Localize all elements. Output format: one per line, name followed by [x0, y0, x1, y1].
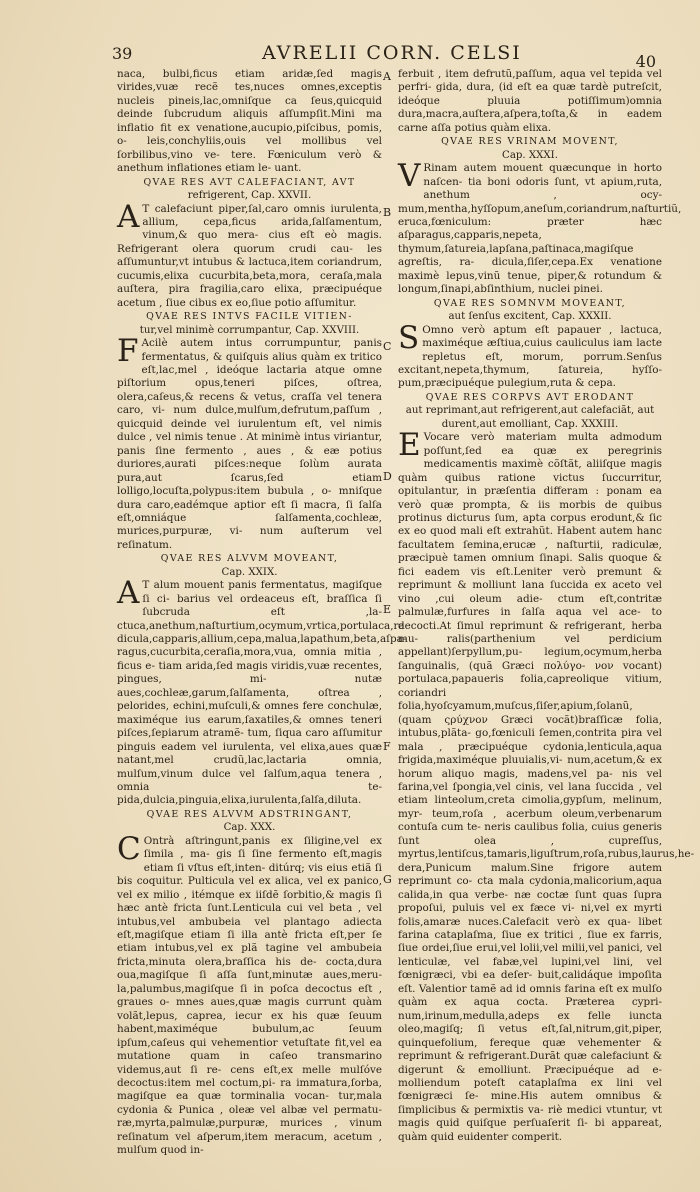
- chapter-33-text: Vocare verò materiam multa admodum poſſunt,ſed ea quæ ex peregrinis medicamentis maximè cõſtãt, aliiſque magis quàm quibus ratione victus ſuccurritur, opitulantur, in præſentia differam : ponam ea verò quæ prompta, & iis morbis de quibus protinus dicturus ſum, apta corpus erodunt,& ſic ex eo quod mali eſt extrahũt. Habent autem hanc facultatem ſemina,erucæ , naſturtii, radiculæ, præcipuè tamen omnium ſinapi. Salis quoque & fici eadem vis eſt.Leniter verò premunt & reprimunt & molliunt lana ſuccida ex aceto vel vino ,cui oleum adie- ctum eſt,contritæ palmulæ,furfures in ſalſa aqua vel ace- to decocti.At ſimul reprimunt & refrigerant, herba mu- ralis(parthenium vel perdicium appellant)ſerpyllum,pu- legium,ocymum,herba ſanguinalis, (quã Græci πολύγο- νον vocant) portulaca,papaueris folia,capreolique vitium, coriandri folia,hyoſcyamum,muſcus,ſiſer,apium,ſolanũ, (quam ςρύχνον Græci vocãt)braſſicæ folia, intubus,plãta- go,fœniculi ſemen,contrita pira vel mala , præcipuéque cydonia,lenticula,aqua frigida,maximéque pluuialis,vi- num,acetum,& ex horum aliquo magis, madens,vel pa- nis vel farina,vel ſpongia,vel cinis, vel lana ſuccida , vel etiam linteolum,creta cimolia,gypſum, melinum, myr- teum,roſa , acerbum oleum,verbenarum contuſa cum te- neris caulibus folia, cuius generis ſunt olea , cupreſſus, myrtus,lentiſcus,tamaris,liguſtrum,roſa,rubus,laurus,he- dera,Punicum malum.Sine frigore autem reprimunt co- cta mala cydonia,malicorium,aqua calida,in qua verbe- næ coctæ ſunt quas ſupra propoſui, puluis vel ex fæce vi- ni,vel ex myrti folis,amaræ nuces.Calefacit verò ex qua- libet farina cataplaſma, ſiue ex tritici , ſiue ex farris, ſiue ordei,ſiue erui,vel lolii,vel milii,vel panici, vel lenticulæ, vel fabæ,vel lupini,vel lini, vel fœnigræci, vbi ea deſer- buit,calidáque impoſita eſt. Valentior tamẽ ad id omnis farina eſt ex mulſo quàm ex aqua cocta. Præterea cypri- num,irinum,medulla,adeps ex felle iuncta oleo,magiſq; ſi vetus eſt,ſal,nitrum,git,piper, quinquefolium, fereque quæ vehementer & reprimunt & refrigerant.Durãt quæ calefaciunt & digerunt & emolliunt. Præcipuéque ad e- molliendum poteſt cataplaſma ex lini vel fœnigræci ſe- mine.His autem omnibus & ſimplicibus & permixtis va- riè medici vtuntur, vt magis quid quiſque perſuaſerit ſi- bi appareat, quàm quid euidenter comperit.: [398, 431, 695, 1143]
- chapter-33-body: [398, 427, 695, 1144]
- chapter-33-dropcap: E: [398, 427, 421, 464]
- margin-letter-e: E: [383, 603, 392, 616]
- chapter-27-dropcap: A: [117, 198, 140, 235]
- chapter-27-heading: QVAE RES AVT CALEFACIANT, AVT: [143, 176, 356, 188]
- chapter-31-body: [398, 158, 682, 297]
- chapter-31-caption: Cap. XXXI.: [502, 149, 558, 161]
- chapter-27-caption: refrigerent, Cap. XXVII.: [187, 190, 312, 202]
- margin-letter-c: C: [383, 340, 392, 353]
- chapter-32-caption: aut ſenſus excitent, Cap. XXXII.: [448, 311, 612, 323]
- chapter-30-text: Ontrà aſtringunt,panis ex ſiligine,vel ex ſimila , ma- gis ſi ſine fermento eſt,magis etiam ſi vſtus eſt,inten- ditúrq; vis eius etiã ſi bis coquitur. Pulticula vel ex alica, vel ex panico, vel ex milio , itémque ex iiſdẽ ſorbitio,& magis ſi hæc antè fricta ſunt.Lenticula cui vel beta , vel intubus,vel ambubeia vel plantago adiecta eſt,magiſque etiam ſi illa antè fricta eſt,per ſe etiam intubus,vel ex plã tagine vel ambubeia fricta,minuta olera,braſſica his de- cocta,dura oua,magiſque ſi aſſa ſunt,minutæ aues,meru- la,palumbus,magiſque ſi in poſca decoctus eſt , graues o- mnes aues,quæ magis currunt quàm volãt,lepus, caprea, iecur ex his quæ ſeuum habent,maximéque bubulum,ac ſeuum ipſum,caſeus qui vehementior vetuſtate fit,vel ea mutatione quam in caſeo transmarino videmus,aut ſi re- cens eſt,ex melle mulſóve decoctus:item mel coctum,pi- ra immatura,ſorba, magiſque ea quæ torminalia vocan- tur,mala cydonia & Punica , oleæ vel albæ vel permatu- ræ,myrta,palmulæ,purpuræ, murices , vinum reſinatum vel aſperum,item meracum, acetum , mulſum quod in-: [117, 834, 382, 1157]
- chapter-32-dropcap: S: [398, 319, 420, 356]
- continuation-paragraph: ferbuit , item defrutũ,paſſum, aqua vel tepida vel perfri- gida, dura, (id eſt ea quæ tardè putreſcit, ideóque pluuia potiſſimum)omnia dura,macra,auſtera,aſpera,toſta,& in eadem carne aſſa potius quàm elixa.: [398, 68, 662, 134]
- chapter-28-text: Acilè autem intus corrumpuntur, panis fermentatus, & quiſquis alius quàm ex tritico eſt,lac,mel , ideóque lactaria atque omne piſtorium opus,teneri piſces, oſtrea, olera,caſeus,& recens & vetus, craſſa vel tenera caro, vi- num dulce,mulſum,defrutum,paſſum , quicquid deinde vel iurulentum eſt, vel nimis dulce , vel nimis tenue . At minimè intus viriantur, panis ſine fermento , aues , & eæ potius duriores,aurati piſces:neque ſolùm aurata pura,aut ſcarus,ſed etiam lolligo,locuſta,polypus:item bubula , o- mniſque dura caro,eadémque aptior eſt ſi macra, ſi ſalſa eſt,omniáque ſalſamenta,cochleæ, murices,purpuræ, vi- num auſterum vel reſinatum.: [117, 337, 382, 551]
- running-header: [112, 42, 656, 71]
- chapter-29-dropcap: A: [117, 575, 140, 612]
- chapter-30-caption: Cap. XXX.: [223, 822, 276, 834]
- chapter-30-body: [117, 830, 382, 1158]
- margin-letter-d: D: [383, 470, 392, 483]
- chapter-32-text: Omno verò aptum eſt papauer , lactuca, maximéque æſtiua,cuius cauliculus iam lacte repletus eſt, morum, porrum.Senſus excitant,nepeta,thymum, ſatureia, hyſſo- pum,præcipuéque pulegium,ruta & cepa.: [398, 323, 662, 390]
- chapter-33-heading: QVAE RES CORPVS AVT ERODANT: [425, 391, 635, 403]
- chapter-32-heading: QVAE RES SOMNVM MOVEANT,: [433, 297, 627, 309]
- margin-letter-b: B: [383, 206, 392, 219]
- intro-paragraph: naca, bulbi,ficus etiam aridæ,ſed magis virides,vuæ recẽ tes,nuces omnes,exceptis nucleis pineis,lac,omniſque ca ſeus,quicquid deinde ſubcrudum aliquis aſſumpſit.Mini ma inflatio fit ex venatione,aucupio,piſcibus, pomis, o- leis,conchyliis,ouis vel mollibus vel ſorbilibus,vino ve- tere. Fœniculum verò & anethum inflationes etiam le- uant.: [117, 68, 382, 175]
- chapter-28-heading: QVAE RES INTVS FACILE VITIEN-: [146, 311, 353, 323]
- chapter-30-dropcap: C: [117, 830, 141, 867]
- margin-letter-f: F: [383, 740, 391, 753]
- chapter-27-body: [117, 198, 382, 311]
- left-page-number: 39: [112, 44, 133, 63]
- chapter-28-body: [117, 333, 382, 552]
- right-page-number: 40: [635, 52, 656, 71]
- chapter-29-body: [117, 575, 407, 808]
- running-title: AVRELII CORN. CELSI: [262, 42, 522, 64]
- margin-letter-a: A: [383, 70, 391, 83]
- right-text-column: [398, 68, 695, 1144]
- chapter-30-heading: QVAE RES ALVVM ADSTRINGANT,: [146, 808, 353, 820]
- chapter-28-caption: tur,vel minimè corrumpantur, Cap. XXVIII.: [139, 324, 360, 336]
- chapter-29-caption: Cap. XXIX.: [221, 566, 278, 578]
- chapter-28-dropcap: F: [117, 333, 139, 370]
- chapter-32-body: [398, 319, 662, 391]
- chapter-27-text: T calefaciunt piper,ſal,caro omnis iurulenta, allium, cepa,ficus arida,ſalſamentum, vinum,& quo mera- cius eſt eò magis. Refrigerant olera quorum crudi cau- les aſſumuntur,vt intubus & lactuca,item coriandrum, cucumis,elixa cucurbita,beta,mora, ceraſa,mala auſtera, pira fragilia,caro elixa, præcipuéque acetum , ſiue cibus ex eo,ſiue potio aſſumitur.: [117, 202, 382, 309]
- chapter-31-heading: QVAE RES VRINAM MOVENT,: [441, 136, 619, 148]
- chapter-31-dropcap: V: [398, 158, 421, 195]
- chapter-29-text: T alum mouent panis fermentatus, magiſque ſi ci- barius vel ordeaceus eſt, braſſica ſi ſubcruda eſt ,la- ctuca,anethum,naſturtium,ocymum,vrtica,portulaca,ra dicula,capparis,allium,cepa,malua,lapathum,beta,aſpa- ragus,cucurbita,ceraſia,mora,vua, omnia mitia , ficus e- tiam arida,ſed magis viridis,vuæ recentes, pingues, mi- nutæ aues,cochleæ,garum,ſalſamenta, oſtrea , pelorides, echini,muſculi,& omnes fere conchulæ, maximéque ius earum,ſaxatiles,& omnes teneri piſces,ſepiarum atramẽ- tum, ſiqua caro aſſumitur pinguis eadem vel iurulenta, vel elixa,aues quæ natant,mel crudũ,lac,lactaria omnia, mulſum,vinum dulce vel ſalſum,aqua tenera , omnia te- pida,dulcia,pinguia,elixa,iurulenta,ſalſa,diluta.: [117, 579, 407, 807]
- margin-letter-g: G: [383, 873, 392, 886]
- left-text-column: [117, 68, 407, 1158]
- chapter-33-caption: aut reprimant,aut refrigerent,aut calefaciãt, aut durent,aut emolliant, Cap. XXXIII.: [405, 405, 655, 430]
- chapter-31-text: Rinam autem mouent quæcunque in horto naſcen- tia boni odoris ſunt, vt apium,ruta, anethum , ocy- mum,mentha,hyſſopum,aneſum,coriandrum,naſturtiũ, eruca,fœniculum: præter hæc aſparagus,capparis,nepeta, thymum,ſatureia,lapſana,paſtinaca,magiſque agreſtis, ra- dicula,ſiſer,cepa.Ex venatione maximè lepus,vinũ tenue, piper,& rotundum & longum,ſinapi,abſinthium, nuclei pinei.: [398, 162, 682, 296]
- chapter-29-heading: QVAE RES ALVVM MOVEANT,: [160, 553, 339, 565]
